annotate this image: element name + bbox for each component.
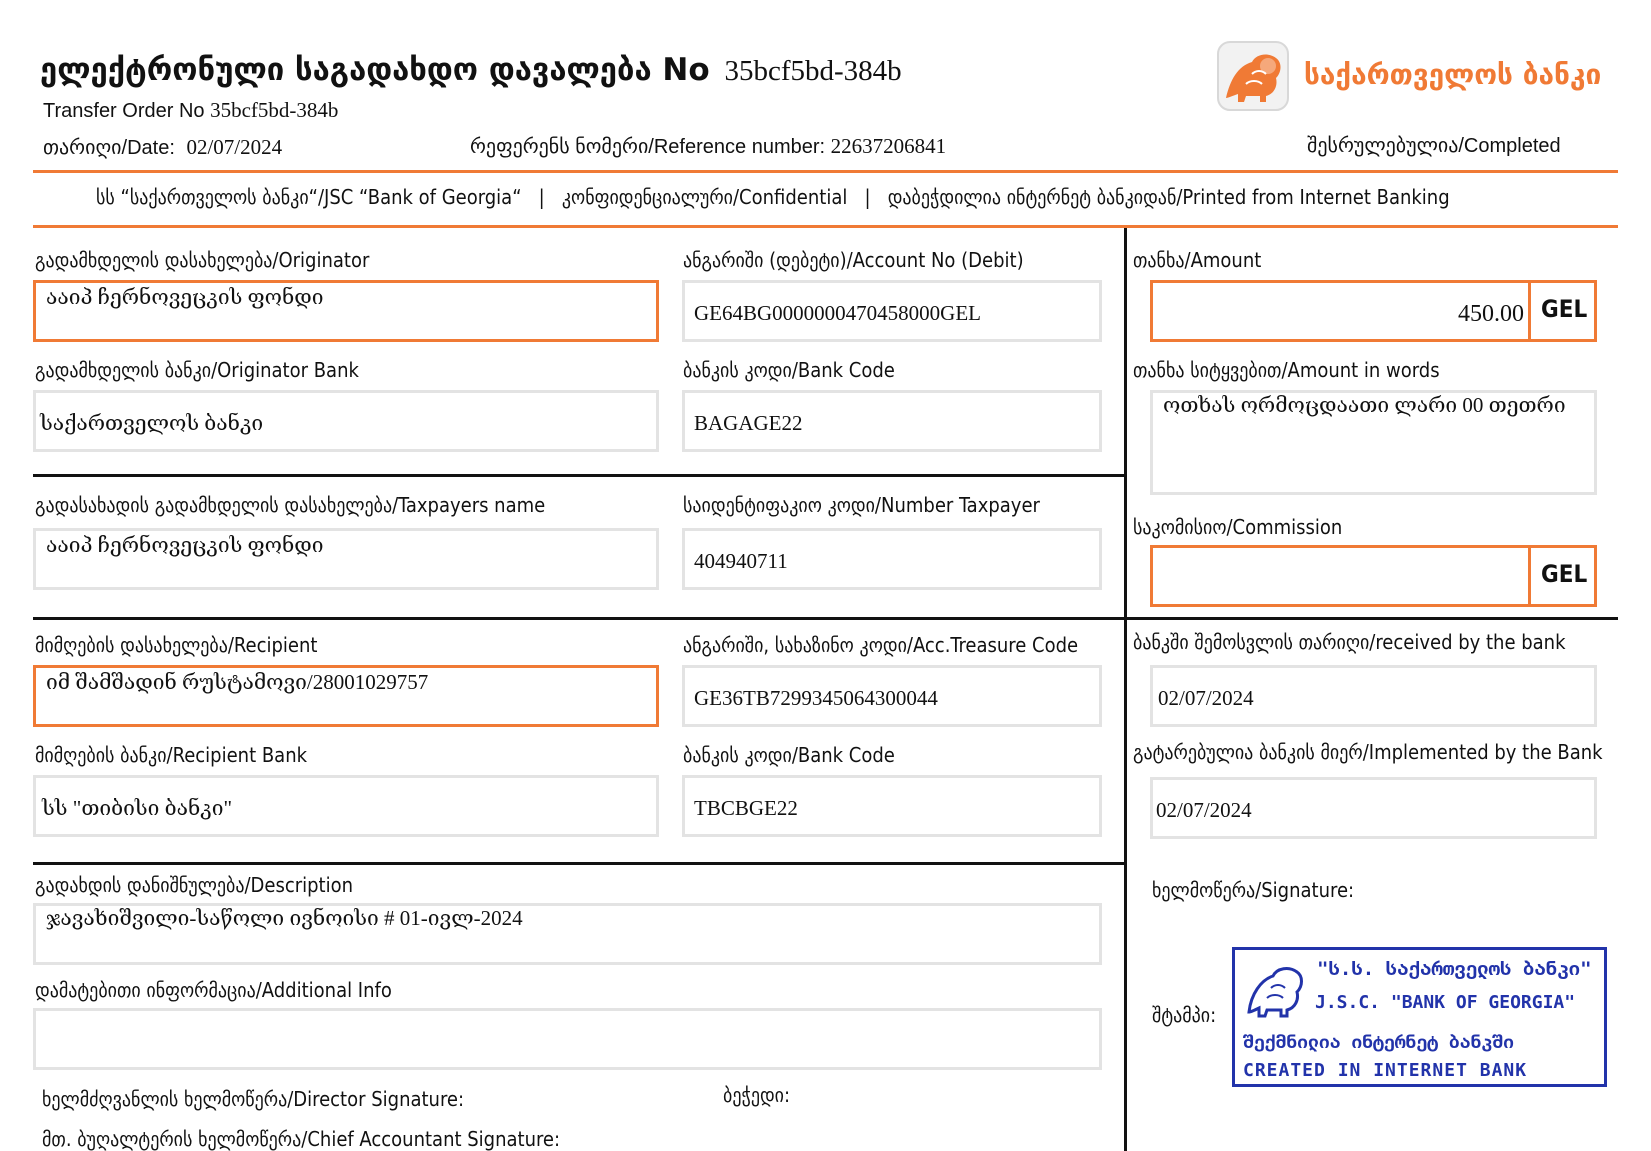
stamp-lion-icon <box>1243 958 1311 1020</box>
implemented-label: გატარებულია ბანკის მიერ/Implemented by the Bank <box>1133 740 1603 764</box>
account-debit-label: ანგარიში (დებეტი)/Account No (Debit) <box>683 248 1024 272</box>
date-value: 02/07/2024 <box>186 135 283 159</box>
stamp-label: შტამპი: <box>1152 1003 1217 1027</box>
recipient-value: იმ შამშადინ რუსტამოვი/28001029757 <box>46 670 429 694</box>
amount-currency: GEL <box>1541 295 1588 323</box>
date-label: თარიღი/Date: <box>43 137 175 159</box>
originator-field[interactable] <box>33 280 659 342</box>
amount-field[interactable] <box>1150 280 1597 342</box>
lion-logo-icon <box>1216 40 1290 112</box>
recipient-bank-code-label: ბანკის კოდი/Bank Code <box>683 743 895 767</box>
amount-words-value: ოთხას ორმოცდაათი ლარი 00 თეთრი <box>1163 393 1566 417</box>
originator-bank-value: საქართველოს ბანკი <box>40 411 264 435</box>
originator-bank-code-value: BAGAGE22 <box>694 411 803 435</box>
account-debit-value: GE64BG0000000470458000GEL <box>694 301 981 325</box>
originator-label: გადამხდელის დასახელება/Originator <box>35 248 370 272</box>
director-signature-label: ხელმძღვანლის ხელმოწერა/Director Signature: <box>42 1087 465 1111</box>
additional-info-field[interactable] <box>33 1008 1102 1070</box>
originator-bank-code-label: ბანკის კოდი/Bank Code <box>683 358 895 382</box>
originator-bank-label: გადამხდელის ბანკი/Originator Bank <box>35 358 359 382</box>
section-divider-3 <box>33 862 1124 865</box>
recipient-bank-field[interactable] <box>33 775 659 837</box>
reference-value: 22637206841 <box>830 134 947 158</box>
implemented-value: 02/07/2024 <box>1156 798 1252 822</box>
recipient-label: მიმღების დასახელება/Recipient <box>35 633 318 657</box>
description-field[interactable] <box>33 903 1102 965</box>
recipient-account-label: ანგარიში, სახაზინო კოდი/Acc.Treasure Code <box>683 633 1079 657</box>
received-label: ბანკში შემოსვლის თარიღი/received by the bank <box>1133 630 1566 654</box>
recipient-bank-code-value: TBCBGE22 <box>694 796 798 820</box>
taxpayer-name-field[interactable] <box>33 528 659 590</box>
taxpayer-id-label: საიდენტიფაკიო კოდი/Number Taxpayer <box>683 493 1040 517</box>
account-debit-field[interactable] <box>682 280 1102 342</box>
implemented-field[interactable] <box>1150 777 1597 839</box>
date-row <box>43 135 282 160</box>
commission-currency-divider <box>1528 548 1531 604</box>
recipient-bank-label: მიმღების ბანკი/Recipient Bank <box>35 743 308 767</box>
header-rule-bottom <box>33 225 1618 228</box>
amount-currency-divider <box>1528 283 1531 339</box>
amount-label: თანხა/Amount <box>1133 248 1262 272</box>
taxpayer-id-field[interactable] <box>682 528 1102 590</box>
recipient-account-value: GE36TB7299345064300044 <box>694 686 938 710</box>
amount-words-label: თანხა სიტყვებით/Amount in words <box>1133 358 1440 382</box>
stamp-line-1: "ს.ს. საქართველოს ბანკი" <box>1317 958 1592 980</box>
order-id: 35bcf5bd-384b <box>724 55 902 87</box>
section-divider-2 <box>33 617 1618 620</box>
taxpayer-name-label: გადასახადის გადამხდელის დასახელება/Taxpayers name <box>35 493 546 517</box>
taxpayer-id-value: 404940711 <box>694 549 788 573</box>
taxpayer-name-value: ააიპ ჩერნოვეცკის ფონდი <box>46 533 324 557</box>
recipient-account-field[interactable] <box>682 665 1102 727</box>
originator-bank-code-field[interactable] <box>682 390 1102 452</box>
recipient-bank-code-field[interactable] <box>682 775 1102 837</box>
originator-bank-field[interactable] <box>33 390 659 452</box>
bank-stamp <box>1232 947 1607 1087</box>
stamp-line-4: CREATED IN INTERNET BANK <box>1243 1060 1528 1081</box>
title-text: ელექტრონული საგადახდო დავალება No <box>40 52 710 88</box>
accountant-signature-label: მთ. ბუღალტერის ხელმოწერა/Chief Accountant Signature: <box>42 1127 561 1151</box>
received-value: 02/07/2024 <box>1158 686 1254 710</box>
additional-info-label: დამატებითი ინფორმაცია/Additional Info <box>35 978 392 1002</box>
status-text: შესრულებულია/Completed <box>1307 135 1561 157</box>
bank-logo-text: საქართველოს ბანკი <box>1304 58 1602 91</box>
description-value: ჯავახიშვილი-საწოლი ივნოისი # 01-ივლ-2024 <box>46 906 523 930</box>
transfer-order-id: 35bcf5bd-384b <box>210 98 339 122</box>
originator-value: ააიპ ჩერნოვეცკის ფონდი <box>46 285 324 309</box>
header-rule-top <box>33 170 1618 173</box>
column-divider <box>1124 228 1127 1151</box>
recipient-field[interactable] <box>33 665 659 727</box>
signature-label: ხელმოწერა/Signature: <box>1152 878 1355 902</box>
recipient-bank-value: სს "თიბისი ბანკი" <box>42 796 233 820</box>
amount-words-field[interactable] <box>1150 390 1597 495</box>
transfer-order-label: Transfer Order No <box>43 100 205 122</box>
reference-row <box>470 134 946 159</box>
commission-currency: GEL <box>1541 560 1588 588</box>
stamp-line-3: შექმნილია ინტერნეტ ბანკში <box>1243 1032 1514 1053</box>
banner-text: სს “საქართველოს ბანკი“/JSC “Bank of Georgia“ | კონფიდენციალური/Confidential | დაბეჭდილია ინტერნეტ ბანკიდან/Printed from Internet Banking <box>96 185 1450 209</box>
description-label: გადახდის დანიშნულება/Description <box>35 873 354 897</box>
stamp-line-2: J.S.C. "BANK OF GEORGIA" <box>1315 992 1576 1013</box>
document-title <box>40 52 902 88</box>
received-field[interactable] <box>1150 665 1597 727</box>
section-divider-1 <box>33 474 1124 477</box>
transfer-order <box>43 98 338 123</box>
amount-value: 450.00 <box>1458 301 1524 327</box>
bank-logo <box>1216 40 1616 112</box>
commission-label: საკომისიო/Commission <box>1133 515 1343 539</box>
reference-label: რეფერენს ნომერი/Reference number: <box>470 136 826 158</box>
stamp-short-label: ბეჭედი: <box>723 1083 791 1107</box>
commission-field[interactable] <box>1150 545 1597 607</box>
